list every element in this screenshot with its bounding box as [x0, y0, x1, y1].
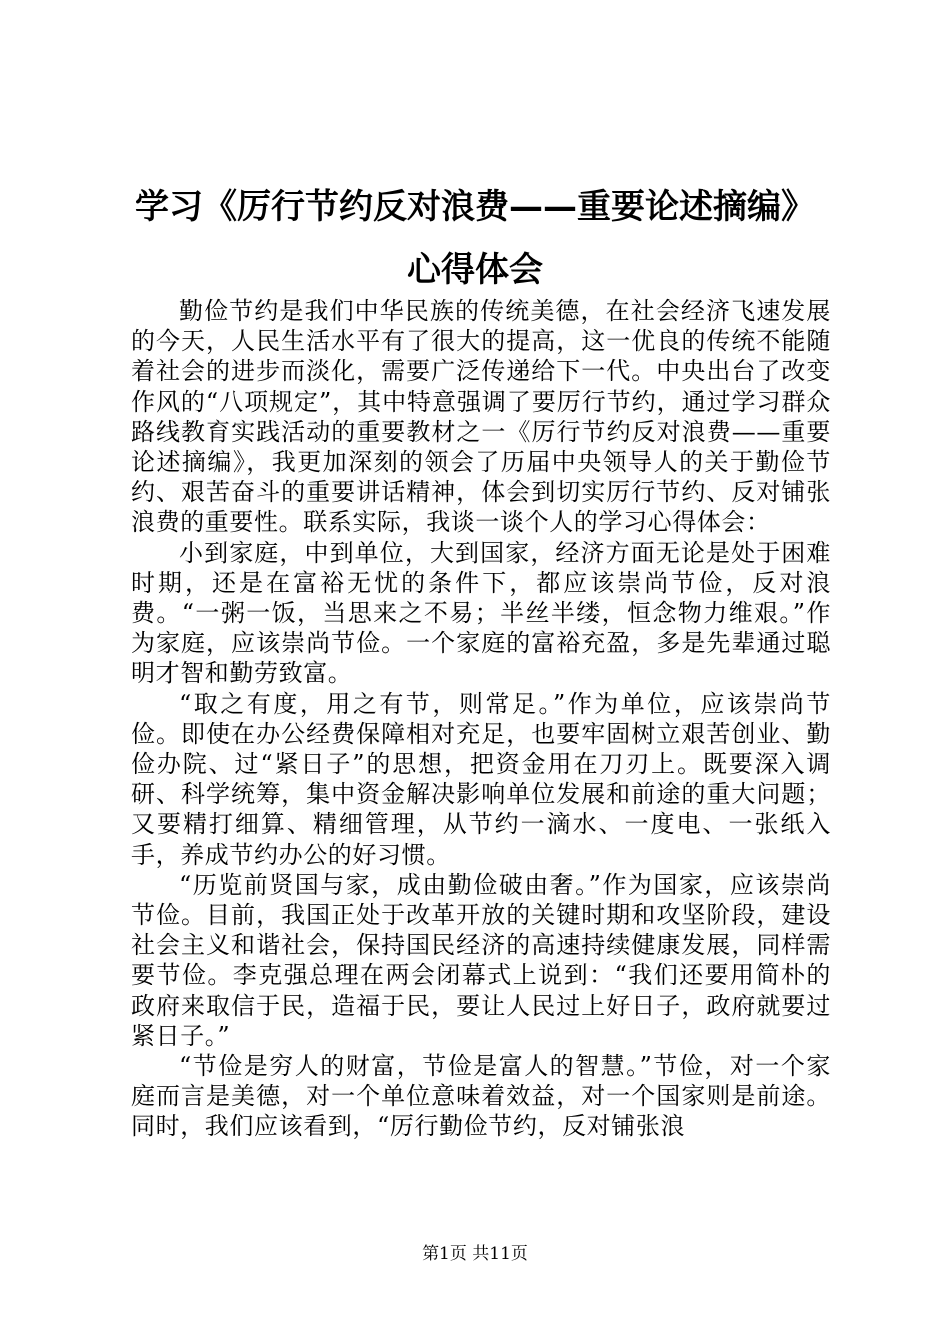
document-title-line-2: 心得体会: [407, 250, 543, 290]
document-title-line-1: 学习《厉行节约反对浪费——重要论述摘编》: [135, 187, 815, 227]
paragraph-4: “历览前贤国与家，成由勤俭破由奢。”作为国家，应该崇尚节俭。目前，我国正处于改革开放的关键时期和攻坚阶段，建设社会主义和谐社会，保持国民经济的高速持续健康发展，同样需要节俭。李克强总理在两会闭幕式上说到：“我们还要用简朴的政府来取信于民，造福于民，要让人民过上好日子，政府就要过紧日子。”: [131, 870, 831, 1050]
document-body: [131, 296, 831, 1142]
paragraph-2: 小到家庭，中到单位，大到国家，经济方面无论是处于困难时期，还是在富裕无忧的条件下，都应该崇尚节俭，反对浪费。“一粥一饭，当思来之不易；半丝半缕，恒念物力维艰。”作为家庭，应该崇尚节俭。一个家庭的富裕充盈，多是先辈通过聪明才智和勤劳致富。: [131, 538, 831, 688]
page-number-footer: 第1页 共11页: [422, 1244, 528, 1264]
paragraph-5: “节俭是穷人的财富，节俭是富人的智慧。”节俭，对一个家庭而言是美德，对一个单位意味着效益，对一个国家则是前途。同时，我们应该看到，“厉行勤俭节约，反对铺张浪: [131, 1052, 831, 1141]
paragraph-3: “取之有度，用之有节，则常足。”作为单位，应该崇尚节俭。即使在办公经费保障相对充足，也要牢固树立艰苦创业、勤俭办院、过“紧日子”的思想，把资金用在刀刃上。既要深入调研、科学统筹，集中资金解决影响单位发展和前途的重大问题；又要精打细算、精细管理，从节约一滴水、一度电、一张纸入手，养成节约办公的好习惯。: [131, 689, 831, 869]
paragraph-1: 勤俭节约是我们中华民族的传统美德，在社会经济飞速发展的今天，人民生活水平有了很大的提高，这一优良的传统不能随着社会的进步而淡化，需要广泛传递给下一代。中央出台了改变作风的“八项规定”，其中特意强调了要厉行节约，通过学习群众路线教育实践活动的重要教材之一《厉行节约反对浪费——重要论述摘编》，我更加深刻的领会了历届中央领导人的关于勤俭节约、艰苦奋斗的重要讲话精神，体会到切实厉行节约、反对铺张浪费的重要性。联系实际，我谈一谈个人的学习心得体会：: [131, 297, 831, 537]
